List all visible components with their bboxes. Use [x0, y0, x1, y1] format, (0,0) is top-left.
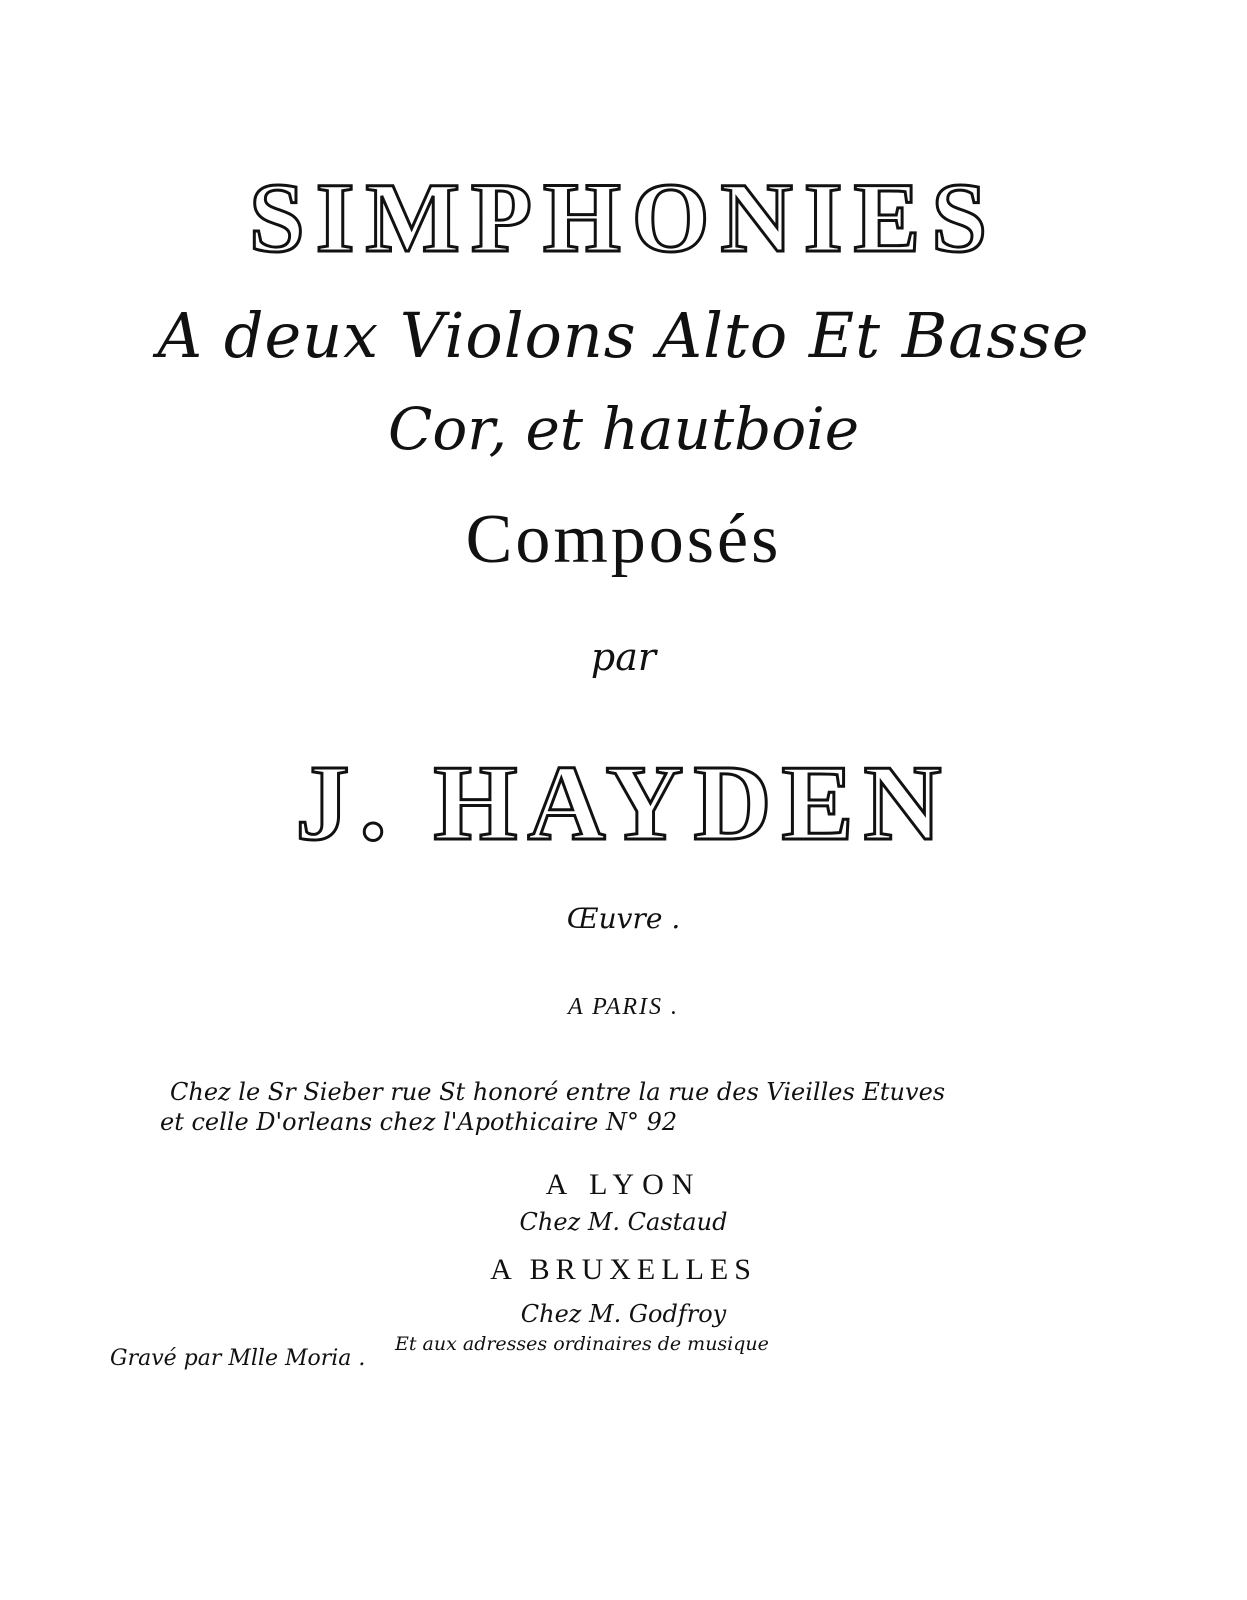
paris-address-line-1: Chez le Sr Sieber rue St honoré entre la rue des Vieilles Etuves: [170, 1078, 946, 1106]
paris-heading: A PARIS .: [567, 994, 680, 1020]
paris-address-line-2: et celle D'orleans chez l'Apothicaire N° 92: [160, 1108, 678, 1136]
opus-label: Œuvre .: [566, 902, 681, 935]
lyon-heading: A LYON: [545, 1168, 702, 1201]
bruxelles-dealer: Chez M. Godfroy: [520, 1300, 727, 1328]
lyon-dealer: Chez M. Castaud: [519, 1208, 728, 1236]
bruxelles-heading: A BRUXELLES: [490, 1253, 757, 1286]
instrumentation-line-2: Cor, et hautboie: [387, 395, 860, 463]
engraver-credit: Gravé par Mlle Moria .: [110, 1346, 366, 1371]
composed-label: Composés: [465, 501, 782, 578]
by-label: par: [590, 635, 657, 679]
composer-name: J. HAYDEN: [295, 744, 952, 863]
page-title: SIMPHONIES: [248, 162, 998, 273]
other-dealers-note: Et aux adresses ordinaires de musique: [395, 1333, 769, 1355]
instrumentation-line-1: A deux Violons Alto Et Basse: [157, 299, 1090, 372]
